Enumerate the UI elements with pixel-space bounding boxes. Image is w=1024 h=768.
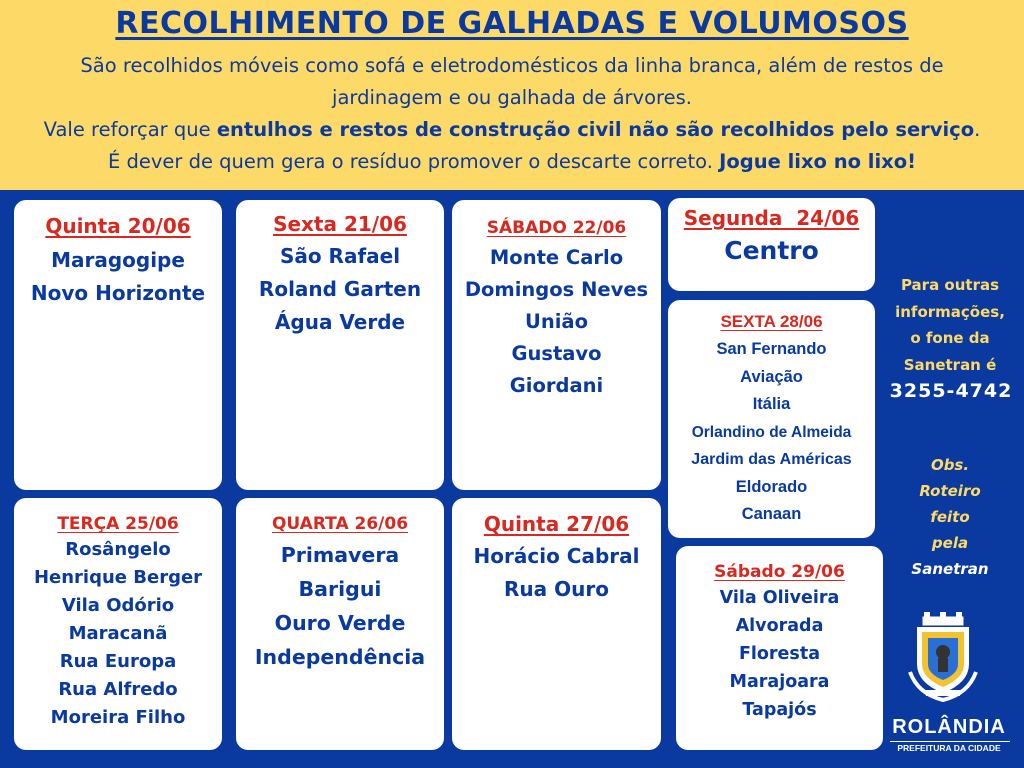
schedule-place: Água Verde [274,310,406,334]
schedule-place: União [525,310,588,333]
schedule-place: Centro [724,236,819,265]
schedule-place: Primavera [280,543,400,567]
schedule-place: Vila Odório [61,595,175,616]
schedule-place: Canaan [741,505,802,523]
city-name: ROLÂNDIA [892,716,1006,738]
schedule-place: Novo Horizonte [30,281,206,305]
warning-text: entulhos e restos de construção civil não são recolhidos pelo serviço [216,118,975,141]
schedule-place: Eldorado [735,477,808,496]
schedule-card-tue25 [14,498,222,750]
schedule-card-fri28 [668,300,875,538]
schedule-place: Marajoara [729,672,830,692]
schedule-day: SEXTA 28/06 [720,312,823,331]
schedule-place: Roland Garten [258,277,422,301]
schedule-place: Alvorada [735,616,824,636]
schedule-card-thu20 [14,200,222,490]
intro-line-4: É dever de quem gera o resíduo promover o descarte correto. Jogue lixo no lixo! [107,150,917,173]
schedule-place: Henrique Berger [33,567,203,588]
intro-text [0,50,1024,178]
intro-line-3: Vale reforçar que entulhos e restos de construção civil não são recolhidos pelo serviço. [43,118,981,141]
schedule-place: Independência [254,645,426,669]
schedule-place: Aviação [740,367,803,386]
schedule-place: Ouro Verde [274,611,406,635]
schedule-day: SÁBADO 22/06 [486,218,627,238]
phone-number: 3255-4742 [889,380,1013,402]
schedule-card-thu27 [452,498,661,750]
city-subtitle: PREFEITURA DA CIDADE [897,743,1001,753]
city-divider [890,741,1010,742]
schedule-card-mon24 [668,198,875,291]
schedule-place: Jardim das Américas [691,451,852,468]
schedule-place: Rua Ouro [504,577,609,601]
route-note: Obs. Roteiro feito pela Sanetran [911,456,989,578]
schedule-card-sat22 [452,200,661,490]
schedule-place: Moreira Filho [50,707,186,728]
schedule-day: Quinta 20/06 [45,214,191,238]
schedule-place: Gustavo [511,342,602,365]
schedule-place: São Rafael [279,244,401,268]
city-crest-icon [908,612,978,704]
schedule-place: Rua Europa [59,651,177,672]
schedule-card-sat29 [676,546,883,750]
schedule-place: Orlandino de Almeida [691,423,852,441]
schedule-day: Quinta 27/06 [483,512,630,536]
schedule-day: Sexta 21/06 [273,212,407,236]
schedule-place: Rua Alfredo [58,679,178,700]
schedule-place: Maragogipe [51,248,185,272]
schedule-place: Rosângelo [65,539,171,560]
schedule-place: Tapajós [742,700,817,720]
schedule-day: QUARTA 26/06 [271,514,409,534]
intro-line-2: jardinagem e ou galhada de árvores. [332,86,692,109]
schedule-place: Vila Oliveira [719,588,840,608]
header-banner [0,0,1024,190]
intro-line-1: São recolhidos móveis como sofá e eletrodomésticos da linha branca, além de restos de [80,54,944,77]
schedule-card-wed26 [236,498,444,750]
slogan-text: Jogue lixo no lixo! [719,150,917,173]
schedule-place: San Fernando [716,340,827,358]
schedule-place: Itália [752,395,791,413]
schedule-card-fri21 [236,200,444,490]
schedule-place: Floresta [738,644,821,664]
page-title: RECOLHIMENTO DE GALHADAS E VOLUMOSOS [115,6,909,41]
schedule-day: Segunda 24/06 [683,206,860,230]
schedule-day: Sábado 29/06 [714,562,845,582]
schedule-place: Domingos Neves [464,278,649,301]
schedule-place: Giordani [509,374,604,397]
contact-info: Para outras informações, o fone da Sanetran é [895,276,1005,374]
schedule-day: TERÇA 25/06 [57,514,179,534]
schedule-place: Barigui [298,577,382,601]
schedule-place: Monte Carlo [489,246,624,269]
schedule-place: Horácio Cabral [473,544,640,568]
schedule-place: Maracanã [68,623,168,644]
